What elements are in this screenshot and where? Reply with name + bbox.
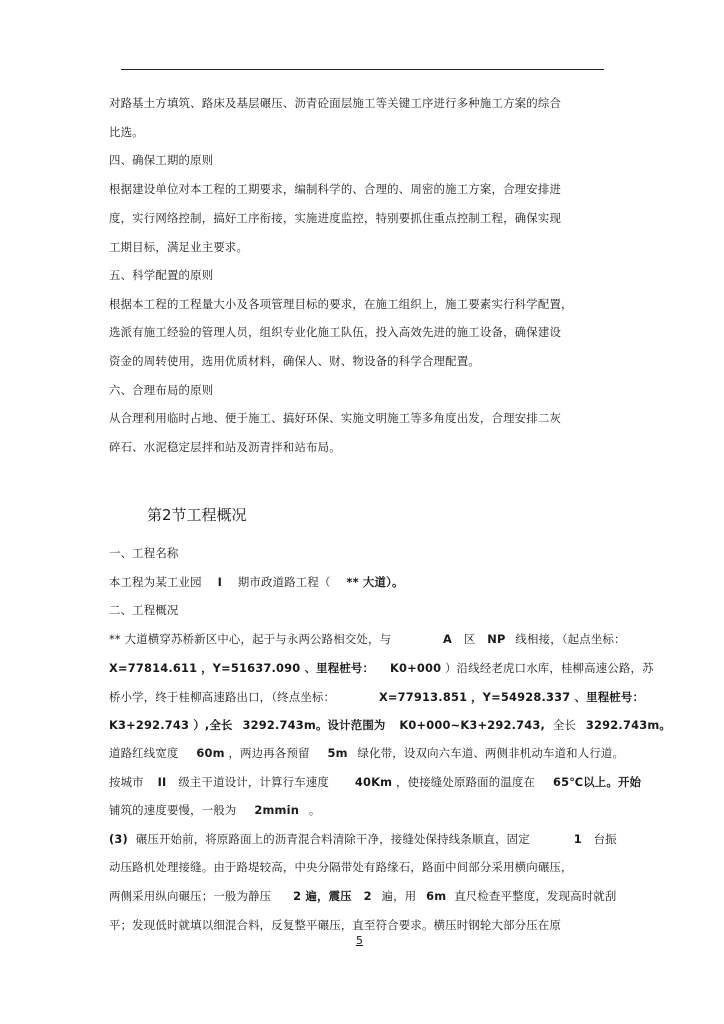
paragraph-line <box>109 803 320 817</box>
text-run: 线相接，（起点坐标： <box>515 632 626 646</box>
paragraph-line <box>109 661 654 675</box>
text-run-bold: 3292.743m。设计范围为 <box>242 718 386 732</box>
paragraph-line: 动压路机处理接缝。由于路堤较高，中央分隔带处有路缘石，路面中间部分采用横向碾压， <box>109 860 573 874</box>
paragraph-line <box>109 575 404 589</box>
subheading-overview: 二、工程概况 <box>109 603 179 617</box>
paragraph-line: 对路基土方填筑、路床及基层碾压、沥青砼面层施工等关键工序进行多种施工方案的综合 <box>109 96 562 110</box>
text-run-bold: ，Y=51637.090 、里程桩号： <box>201 661 375 675</box>
text-run-bold: 3292.743m。 <box>585 718 671 732</box>
text-run: ）沿线经老虎口水库，桂柳高速公路，苏 <box>445 661 654 675</box>
text-run: ，两边再各预留 <box>228 746 310 760</box>
text-run-bold: 65℃以上。开始 <box>552 775 642 789</box>
text-run-bold: X=77814.611 <box>109 661 198 675</box>
paragraph-line <box>109 632 626 646</box>
subheading-allocation: 五、科学配置的原则 <box>109 268 214 282</box>
text-run-bold: K0+000 <box>389 661 442 675</box>
text-run: 台振 <box>593 832 617 846</box>
text-run: 道路红线宽度 <box>109 746 179 760</box>
paragraph-line <box>109 746 624 760</box>
paragraph-line: 选派有施工经验的管理人员，组织专业化施工队伍，投入高效先进的施工设备，确保建设 <box>109 325 562 339</box>
text-run-bold: 6m <box>426 889 447 903</box>
text-run: ，使接缝处原路面的温度在 <box>396 775 536 789</box>
text-run-bold: 5m <box>327 746 348 760</box>
paragraph-line <box>109 690 644 704</box>
text-run-bold: (3) <box>109 832 128 846</box>
text-run: 期市政道路工程（ <box>237 575 331 589</box>
text-run: ** 大道横穿苏桥新区中心，起于与永两公路相交处，与 <box>109 632 392 646</box>
text-run: 绿化带，设双向六车道、两侧非机动车道和人行道。 <box>357 746 625 760</box>
text-run: 铺筑的速度要慢，一般为 <box>109 803 237 817</box>
text-run-bold: A <box>443 632 453 646</box>
text-run-bold: ，Y=54928.337 、里程桩号： <box>471 690 645 704</box>
paragraph-line <box>109 889 616 903</box>
paragraph-line: 资金的周转使用，选用优质材料，确保人、财、物设备的科学合理配置。 <box>109 354 480 368</box>
text-run: 。 <box>308 803 321 817</box>
text-run-bold: ** 大道）。 <box>346 575 404 589</box>
page-number: 5 <box>356 934 363 947</box>
text-run: 碾压开始前，将原路面上的沥青混合料清除干净，接缝处保持线条顺直，固定 <box>135 832 530 846</box>
subheading-project-name: 一、工程名称 <box>109 546 179 560</box>
paragraph-line: 根据本工程的工程量大小及各项管理目标的要求，在施工组织上，施工要素实行科学配置， <box>109 297 573 311</box>
paragraph-line: 从合理利用临时占地、便于施工、搞好环保、实施文明施工等多角度出发，合理安排二灰 <box>109 411 562 425</box>
text-run: 遍，用 <box>381 889 417 903</box>
text-run-bold: X=77913.851 <box>378 690 468 704</box>
paragraph-line <box>109 832 617 846</box>
subheading-schedule: 四、确保工期的原则 <box>109 153 214 167</box>
text-run: 本工程为某工业园 <box>109 575 202 589</box>
text-run-bold: II <box>157 775 167 789</box>
paragraph-line: 工期目标，满足业主要求。 <box>109 240 249 254</box>
text-run-bold: 1 <box>573 832 582 846</box>
text-run: 级主干道设计，计算行车速度 <box>178 775 330 789</box>
text-run: 区 <box>463 632 476 646</box>
text-run: 全长 <box>552 718 577 732</box>
paragraph-line: 度，实行网络控制，搞好工序衔接，实施进度监控，特别要抓住重点控制工程，确保实现 <box>109 211 562 225</box>
text-run-bold: 2 <box>363 889 372 903</box>
section-title: 第2节工程概况 <box>147 506 247 524</box>
paragraph-line <box>109 718 671 732</box>
text-run-bold: I <box>217 575 223 589</box>
text-run-bold: 40Km <box>354 775 393 789</box>
text-run: 直尺检查平整度，发现高时就刮 <box>454 889 617 903</box>
paragraph-line: 平；发现低时就填以细混合料，反复整平碾压，直至符合要求。横压时钢轮大部分压在原 <box>109 918 562 932</box>
header-rule <box>121 69 604 70</box>
paragraph-line: 碎石、水泥稳定层拌和站及沥青拌和站布局。 <box>109 440 341 454</box>
paragraph-line: 比选。 <box>109 125 144 139</box>
text-run: 按城市 <box>109 775 144 789</box>
text-run: 桥小学，终于桂柳高速路出口，（终点坐标： <box>109 690 336 704</box>
text-run-bold: 2mmin <box>254 803 300 817</box>
text-run: 两侧采用纵向碾压；一般为静压 <box>109 889 272 903</box>
paragraph-line <box>109 775 641 789</box>
text-run-bold: 2 遍，震压 <box>293 889 352 903</box>
subheading-layout: 六、合理布局的原则 <box>109 383 214 397</box>
text-run-bold: NP <box>487 632 506 646</box>
paragraph-line: 根据建设单位对本工程的工期要求，编制科学的、合理的、周密的施工方案，合理安排进 <box>109 182 562 196</box>
text-run-bold: 60m <box>196 746 225 760</box>
text-run-bold: K0+000~K3+292.743, <box>399 718 546 732</box>
text-run-bold: K3+292.743 ）,全长 <box>109 718 233 732</box>
